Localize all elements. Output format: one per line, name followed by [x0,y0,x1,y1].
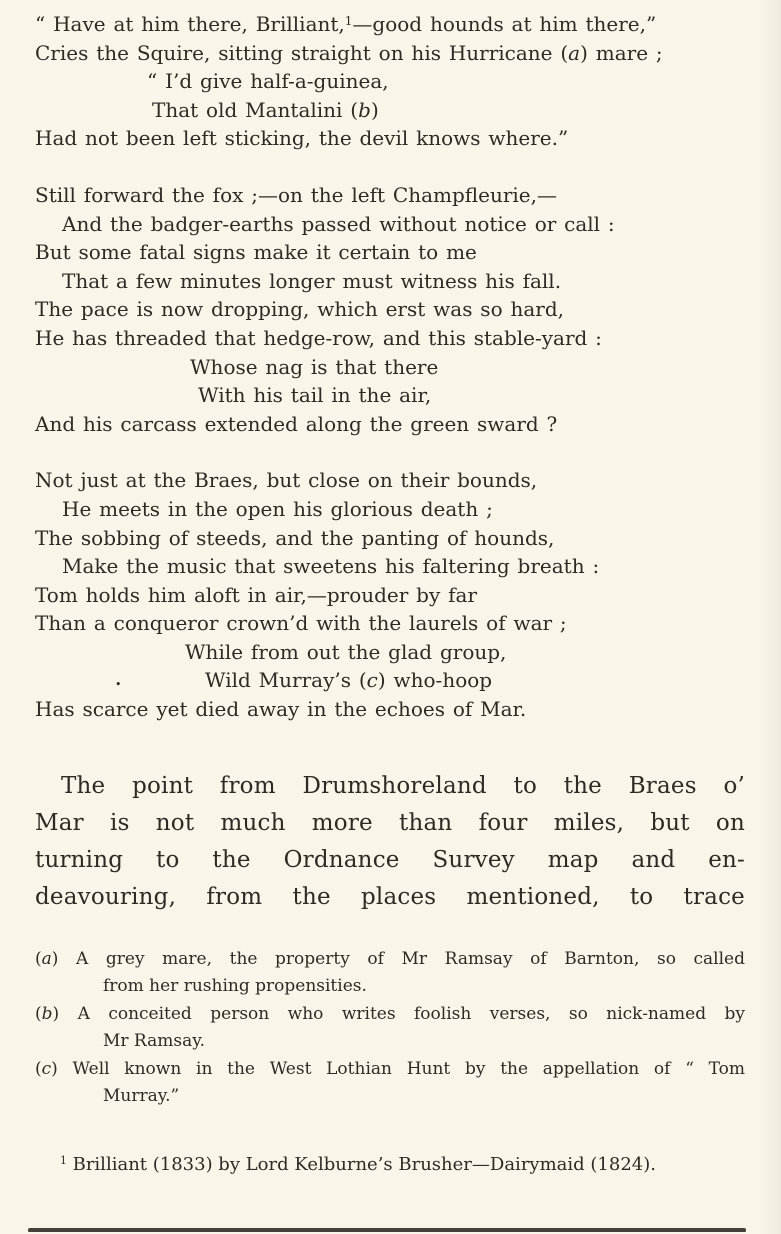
poem-line [35,267,745,296]
footnote-line [35,1056,745,1084]
text-run: Tom holds him aloft in air,—prouder by far [35,582,478,607]
text-run: ) who-hoop [377,668,493,693]
footnote-reference: 1 [60,1154,67,1168]
print-speck-artifact: • [115,678,122,692]
text-run: Not just at the Braes, but close on their bounds, [35,468,538,493]
numbered-footnote [35,1151,745,1178]
poem-line [35,581,745,610]
text-run: A conceited person who writes foolish verses, so nick-named by [77,1003,745,1024]
poem-line [35,381,745,410]
stanza [35,466,745,723]
text-run: “ I’d give half-a-guinea, [147,69,389,94]
text-run: Brilliant (1833) by Lord Kelburne’s Brusher—Dairymaid (1824). [66,1153,656,1175]
italic-letter: b [358,97,371,122]
poem-line [35,238,745,267]
footnote-reference: 1 [344,14,353,28]
italic-letter: a [41,948,52,969]
poem-line [35,666,745,695]
stanza [35,181,745,438]
text-run: And his carcass extended along the green sward ? [35,411,558,436]
poem-line [35,410,745,439]
footnote-continuation: Mr Ramsay. [103,1031,205,1052]
poem-line [35,96,745,125]
footnote-b [35,1001,745,1056]
footnote-line [35,1001,745,1029]
poem-line [35,524,745,553]
poem-line [35,466,745,495]
poem-line [35,638,745,667]
text-run: Make the music that sweetens his faltering breath : [62,554,600,579]
poem-line [35,495,745,524]
text-run: That old Mantalini ( [152,97,359,122]
text-run: A grey mare, the property of Mr Ramsay of Barnton, so called [76,948,745,969]
text-run: Whose nag is that there [190,354,439,379]
text-run: With his tail in the air, [198,383,432,408]
poem-line [35,10,745,39]
poem-line [35,695,745,724]
prose-paragraph [35,768,745,916]
poem-line [35,295,745,324]
italic-letter: c [366,668,378,693]
text-run: The pace is now dropping, which erst was so hard, [35,297,564,322]
text-run: He has threaded that hedge-row, and this stable-yard : [35,325,602,350]
footnote-a [35,946,745,1001]
text-run: That a few minutes longer must witness his fall. [62,268,562,293]
prose-line: deavouring, from the places mentioned, to trace [35,883,745,910]
stanza [35,10,745,153]
text-run: Had not been left sticking, the devil knows where.” [35,126,569,151]
text-run: Cries the Squire, sitting straight on his Hurricane ( [35,40,569,65]
lettered-footnotes [35,946,745,1111]
footnote-continuation: Murray.” [103,1086,180,1107]
prose-line: turning to the Ordnance Survey map and en- [35,846,745,873]
poem-line [35,609,745,638]
text-run: Has scarce yet died away in the echoes of Mar. [35,697,527,722]
text-run: Well known in the West Lothian Hunt by the appellation of “ Tom [72,1058,745,1079]
footnote-line [35,946,745,974]
italic-letter: b [41,1003,53,1024]
footnote-label: (b) [35,1003,60,1024]
poem-line [35,67,745,96]
text-run: Wild Murray’s ( [205,668,367,693]
text-run: While from out the glad group, [185,639,507,664]
poem-line [35,210,745,239]
poem-line [35,324,745,353]
text-run: ) mare ; [580,40,663,65]
text-run: Still forward the fox ;—on the left Champfleurie,— [35,182,557,207]
poem-line [35,39,745,68]
poem-line [35,124,745,153]
poem-line [35,353,745,382]
text-run: And the badger-earths passed without notice or call : [62,211,615,236]
italic-letter: a [568,40,581,65]
footnote-c [35,1056,745,1111]
text-run: “ Have at him there, Brilliant, [35,12,345,36]
italic-letter: c [41,1058,52,1079]
page-bottom-edge-artifact [28,1228,746,1232]
poem [35,10,745,724]
text-run: ) [370,97,379,122]
footnote-label: (a) [35,948,59,969]
text-run: He meets in the open his glorious death ; [62,496,493,521]
text-run: Than a conqueror crown’d with the laurels of war ; [35,611,567,636]
text-run: But some fatal signs make it certain to me [35,240,477,265]
footnote-label: (c) [35,1058,58,1079]
text-run: The sobbing of steeds, and the panting of hounds, [35,525,555,550]
footnote-continuation: from her rushing propensities. [103,976,367,997]
prose-line: Mar is not much more than four miles, but on [35,809,745,836]
text-run: —good hounds at him there,” [352,12,657,36]
poem-line [35,181,745,210]
poem-line [35,552,745,581]
prose-line: The point from Drumshoreland to the Braes o’ [61,772,745,799]
